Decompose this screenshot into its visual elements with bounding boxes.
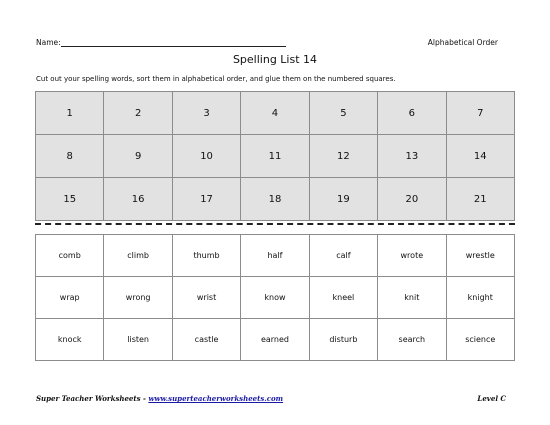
word-cell: climb xyxy=(104,235,172,277)
number-cell: 11 xyxy=(241,135,309,178)
number-cell: 19 xyxy=(309,178,377,221)
footer-credit xyxy=(36,394,283,403)
number-cell: 15 xyxy=(36,178,104,221)
page-title: Spelling List 14 xyxy=(232,53,318,66)
word-cell: knit xyxy=(378,277,446,319)
spelling-words-grid xyxy=(35,234,515,361)
word-cell: knight xyxy=(446,277,514,319)
word-cell: half xyxy=(241,235,309,277)
word-cell: kneel xyxy=(309,277,377,319)
word-cell: wrote xyxy=(378,235,446,277)
word-cell: disturb xyxy=(309,319,377,361)
word-cell: wrap xyxy=(36,277,104,319)
numbered-squares-grid xyxy=(35,91,515,221)
footer-level: Level C xyxy=(477,394,506,403)
name-line xyxy=(61,46,286,47)
number-cell: 1 xyxy=(36,92,104,135)
word-cell: wrong xyxy=(104,277,172,319)
number-cell: 2 xyxy=(104,92,172,135)
name-label: Name: xyxy=(36,38,61,47)
word-cell: thumb xyxy=(172,235,240,277)
footer-brand: Super Teacher Worksheets xyxy=(36,394,141,403)
word-cell: earned xyxy=(241,319,309,361)
word-cell: calf xyxy=(309,235,377,277)
cut-line xyxy=(35,223,515,225)
footer-separator: - xyxy=(140,394,149,403)
word-cell: comb xyxy=(36,235,104,277)
number-cell: 14 xyxy=(446,135,514,178)
table-row xyxy=(36,319,515,361)
number-cell: 3 xyxy=(172,92,240,135)
word-cell: science xyxy=(446,319,514,361)
footer-website-link[interactable]: www.superteacherworksheets.com xyxy=(148,394,284,403)
header-row xyxy=(36,38,498,50)
instructions: Cut out your spelling words, sort them in alphabetical order, and glue them on the numbered squares. xyxy=(36,75,396,83)
word-cell: search xyxy=(378,319,446,361)
word-cell: knock xyxy=(36,319,104,361)
number-cell: 7 xyxy=(446,92,514,135)
number-cell: 20 xyxy=(378,178,446,221)
number-cell: 21 xyxy=(446,178,514,221)
number-cell: 4 xyxy=(241,92,309,135)
number-cell: 8 xyxy=(36,135,104,178)
word-cell: wrist xyxy=(172,277,240,319)
word-cell: know xyxy=(241,277,309,319)
number-cell: 10 xyxy=(172,135,240,178)
number-cell: 17 xyxy=(172,178,240,221)
number-cell: 9 xyxy=(104,135,172,178)
number-cell: 12 xyxy=(309,135,377,178)
table-row xyxy=(36,235,515,277)
number-cell: 6 xyxy=(378,92,446,135)
table-row xyxy=(36,135,515,178)
number-cell: 13 xyxy=(378,135,446,178)
word-cell: listen xyxy=(104,319,172,361)
word-cell: castle xyxy=(172,319,240,361)
number-cell: 5 xyxy=(309,92,377,135)
number-cell: 16 xyxy=(104,178,172,221)
worksheet-type-label: Alphabetical Order xyxy=(427,38,498,47)
table-row xyxy=(36,178,515,221)
word-cell: wrestle xyxy=(446,235,514,277)
number-cell: 18 xyxy=(241,178,309,221)
table-row xyxy=(36,92,515,135)
table-row xyxy=(36,277,515,319)
